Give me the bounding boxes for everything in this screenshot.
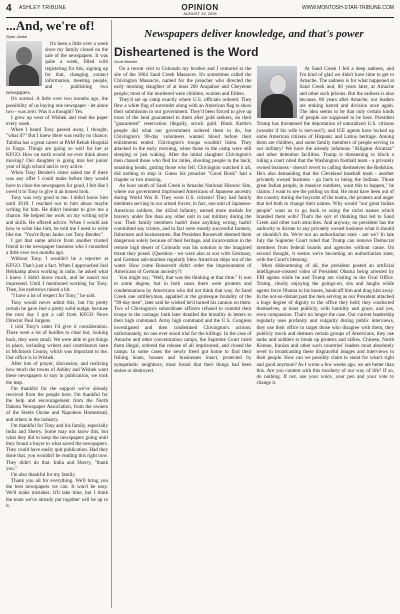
paragraph: When Tony Bender's sister asked me if there was any offer I could make before they would have to close the newspapers for good, I felt like I owed it to Tony to give it an honest look. xyxy=(6,170,108,195)
left-headline: ...And, we're of! xyxy=(6,19,95,33)
paragraph: "I have a lot of respect for Tony," he said. xyxy=(11,293,96,300)
paragraph: Tony was very good to me. I didn't know him until 2018. I reached out to him about maybe writing for him. He didn't hesitate to give me a chance. He helped me work on my writing style and skills. He offered advice. When I would ask how to write like him, he told me I need to write like me. "You're Ryan Janke, not Tony Bender." xyxy=(6,194,108,238)
page-header xyxy=(6,3,394,18)
article-columns xyxy=(114,66,394,386)
left-column xyxy=(6,19,108,609)
column-divider xyxy=(111,20,112,608)
article-byline: Scott Bender xyxy=(114,59,138,64)
paragraph: At Sand Creek I felt a deep sadness, and I'm kind of glad we didn't have time to get to Amache. The sadness is for what happened at Sand Creek and, 80 years later, at Amache and other such prisons. But the sadness is also because, 80 years after Amache, our leaders are stoking hatred and division once again. The idea seems to be that only certain kinds of people are supposed to be here. President Trump has threatened the deportation of naturalized U.S. citizens (wonder if his wife is nervous?), and ICE agents have locked up some American citizens of Hispanic and Latino heritage. Among them are children, and some family members of people serving in our military! We have the already infamous "Alligator Alcatraz" and other detention facilities. Trump is threatening to block a ruling a court ruled that the Washington football team - a privately owned business - doesn't revert to calling themselves the Redskins. He's also demanding that the Cleveland baseball team - another privately owned business - go back to being the Indians. Those great Indian people, in massive numbers, want this to happen," he claims. I want to see the polling on that. He must have been out of the country during the boycotts of the teams, the protests and anger that led both to change their names. Why would "our great Indian people" want us to go back to using the racist names which branded them with? That's the sort of thinking that led to Sand Creek and other such atrocities. And anyway, no president has the authority to dictate to any privately owned business what it should or shouldn't do. We're not an authoritarian state - are we? In late July the Supreme Court ruled that Trump can remove Democrat members from federal boards and agencies without cause. On second thought, it seems we're becoming an authoritarian state, with the Court's blessing. xyxy=(256,66,394,263)
paragraph: You might say, "Well, that was the thinking at that time." It was to some degree, but in both cases there were protests and condemnations by Americans who did not think that way. At Sand Creek one artilleryman, appalled at the grotesque brutality of the "90-day men", later said he wished he'd turned his cannon on them. Two of Chivington's subordinate officers refused to commit their troops to the carnage; both later detailed the brutality in letters to their high command. Army high command and the U.S. Congress investigated and then condemned Chivington's actions; unfortunately, no one ever stood trial for the killings. In the case of Amache and other concentration camps, the Supreme Court ruled them illegal, ordered the release of all imprisoned, and closed the camps. In some cases the newly freed got home to find their fishing boats, houses and businesses intact, protected by sympathetic neighbors; most found that their things had been stolen or destroyed. xyxy=(114,275,252,374)
paragraph: Thank you all for everything. We'll bring you the best newspapers we can. It won't be easy. We'll make mistakes. It'll take time, but I think the team we've already put together will be up to it. xyxy=(6,478,108,509)
right-section xyxy=(114,19,394,611)
left-body xyxy=(6,41,108,509)
paragraph: Without Tony, I wouldn't be a reporter at KFGO. That's just a fact. When I approached Joel Heitkamp about working in radio, he asked what I knew. I didn't know much, and he wasn't too impressed. Until I mentioned working for Tony. Then, his eyebrows raised a bit. xyxy=(6,256,108,294)
paragraph: An hour south of Sand Creek is Amache National Historic Site, where our government imprisoned Americans of Japanese ancestry during World War II. They were U.S. citizens! They had family members serving in our armed forces; in fact, one unit of Japanese-American soldiers, the 442nd Infantry, earned more medals for bravery under fire than any other unit in our military during the war. Their family members hadn't done anything wrong, hadn't committed any crimes, and in fact were mostly successful farmers, fishermen and businessmen. But President Roosevelt deemed them dangerous solely because of their heritage, and incarceration in the remote high desert of Colorado was his solution to the imagined threat they posed. (Question - we were also at war with Germany, and German sub-marines regularly blew American ships out of the water. How come Roosevelt didn't order the imprisonment of Americans of German ancestry?) xyxy=(114,182,252,276)
author-photo xyxy=(6,41,42,86)
article-column-2 xyxy=(257,66,395,386)
website-url: WWW.MONTOSH-STAR-TRIBUNE.COM xyxy=(301,5,394,11)
paragraph: I'm thankful for the support we've already received from the people here. I'm thankful for the help and encouragement from the North Dakota Newspaper Association, from the owners of the Steele Ozone and Napoleon Homestead, and others in the industry. xyxy=(6,385,108,423)
issue-date: AUGUST 13, 2025 xyxy=(183,11,217,16)
paragraph: It's surreal. A little over two months ago, the possibility of us buying one newspaper - let alone two - was zero. Was it a thought? Yes. xyxy=(6,96,108,115)
paragraph: I told Tony's sister I'd give it consideration. There were a lot of hurdles to clear but, looking back, they were small. We were able to get things in place, including writers and contributors here in McIntosh County, which was important to me. Our office is in Wishek. xyxy=(6,324,108,361)
paragraph: After lots of prayer, discussion, and realizing how much the towns of Ashley and Wishek want these newspapers to stay in publication, we took the leap. xyxy=(6,361,108,386)
editorial-tagline: Newspapers deliver knowledge, and that's power xyxy=(144,28,364,40)
article-column-1 xyxy=(114,66,252,386)
paragraph: It's been a little over a week since my family closed on the sale of the newspapers. It was quite a week, filled with registering for this, signing up for that, changing contact information, meeting people, and - publishing two newspapers. xyxy=(6,41,108,97)
publication-name: ASHLEY TRIBUNE xyxy=(19,5,67,11)
paragraph: I'm thankful for Tony and his family, especially India and Sherry. Some may not know this, but what they did to keep the newspapers going until they found a buyer to what saved the newspapers. They could have easily quit publication. Had they done that, you wouldn't be reading this right now. They didn't do that. India and Sherry, "thank you." xyxy=(6,422,108,472)
article-headline: Disheartened is the Word xyxy=(114,45,259,59)
paragraph: Most disheartening of all, the president posted an artificial intelligence-created video of President Obama being arrested by FBI agents while he and Trump are visiting in the Oval Office. Trump, clearly enjoying the goings-on, sits and laughs while agents force Obama to his knees, handcuff him and drag him away. In the not-so-distant past the men serving as our President attached a huge degree of dignity to the office they held; they conducted themselves, at least publicly, with humility and grace, and yes, even compassion. That's no longer the case. Our current leadership regularly uses profanity and vulgarity during public interviews, they use their office to target those who disagree with them, they publicly mock and demean certain groups of Americans, they use tanks and soldiers to break up protests and rallies. Chinese, North Korean, Iranian and other such countries' leaders must absolutely revel in broadcasting these disgraceful images and interviews to their people. How can we possibly claim to stand for what's right and good anymore? As I wrote a few weeks ago, we are better than this. Are you content with this mockery of our way of life? If so, do nothing. If not, use your voice, your pen and your vote to change it. xyxy=(256,263,394,386)
paragraph: I'm also thankful for my family. xyxy=(11,471,76,478)
page-number: 4 xyxy=(6,3,12,14)
paragraph: When I heard Tony passed away, I thought, "what if?" But I knew there was really no chance. Tabitha has a great career at PAM Rehab Hospital in Fargo. Things are going so well for her at KFGO. How on earth would we ever think about moving? Our daughter is going into her junior year of high school and is very active. xyxy=(6,127,108,171)
columnist-photo xyxy=(257,66,297,118)
paragraph: Tony would never admit this, but I'm pretty certain he gave Joel a pretty solid nudge, because the next day I got a call from KFGO News Director Paul Jurgens. xyxy=(6,299,108,325)
paragraph: I grew up west of Wishek and read the paper every week. xyxy=(6,114,108,128)
paragraph: On a recent visit to Colorado my brother and I ventured to the site of the 1864 Sand Creek Massacre. It's sometimes called the Chivington Massacre, named for the preacher who directed the early morning slaughter of at least 200 Arapahoe and Cheyenne people; most of the murdered were children, women and Elders. xyxy=(114,66,252,97)
left-byline: Ryan Janke xyxy=(6,34,28,39)
paragraph: They'd set up camp exactly where U.S. officials ordered. They flew a white flag of surrender along with an American flag to show their submission to our government. They'd been forced to give up most of the land guaranteed to them after gold seekers, on their "guaranteed" reservation illegally, struck gold. Black Kettle's people did what our government ordered them to do, but Chivington's 90-day volunteers wanted blood before their enlistments ended. Chivington's troops wouldn't listen. They attacked in the early morning, when those in the camp were still sleeping or just waking. After the initial slaughter Chivington's men chased those who fled for miles, shooting people in the back; smashing heads, gutting those who fell. Chivington watched it all, did nothing to stop it. Guess his preacher "Good Book" had a chapter or two missing. xyxy=(114,96,252,183)
section-title: OPINION xyxy=(181,3,219,12)
paragraph: I got that same advice from another trusted friend in the newspaper business who I consulted a little over two months ago. xyxy=(6,238,108,257)
